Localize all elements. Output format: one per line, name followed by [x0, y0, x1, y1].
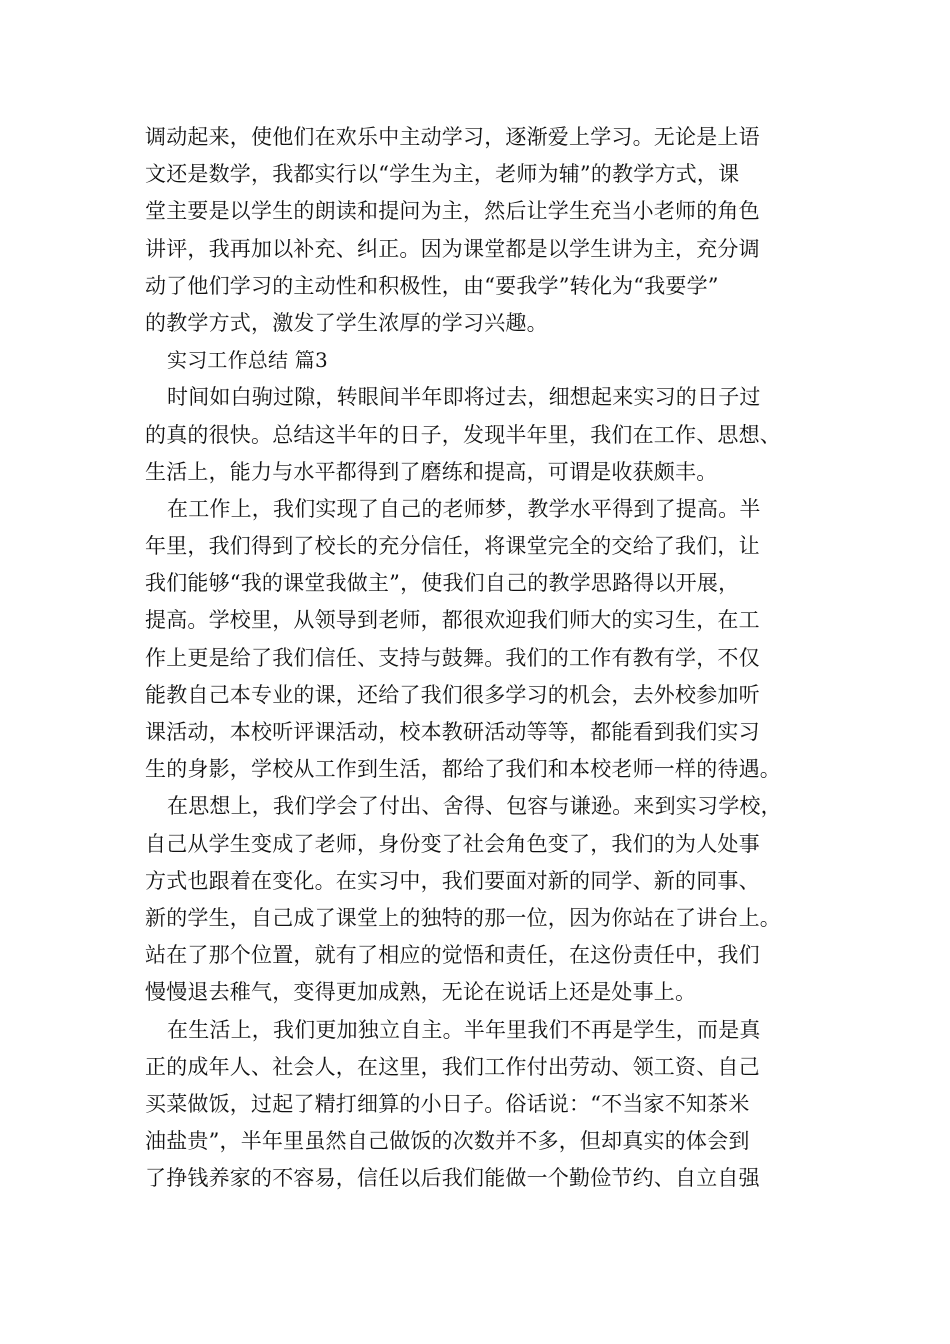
text-line: 年里，我们得到了校长的充分信任，将课堂完全的交给了我们，让 — [145, 534, 760, 559]
paragraph-life — [145, 1012, 807, 1198]
document-page — [145, 119, 807, 1197]
text-line: 讲评，我再加以补充、纠正。因为课堂都是以学生讲为主，充分调 — [145, 236, 760, 261]
text-line: 生活上，能力与水平都得到了磨练和提高，可谓是收获颇丰。 — [145, 459, 718, 484]
paragraph-thought — [145, 788, 807, 1011]
text-line: 慢慢退去稚气，变得更加成熟，无论在说话上还是处事上。 — [145, 980, 697, 1005]
section-heading: 实习工作总结 篇3 — [167, 348, 328, 373]
text-line: 文还是数学，我都实行以“学生为主，老师为辅”的教学方式，课 — [145, 162, 740, 187]
text-line: 在工作上，我们实现了自己的老师梦，教学水平得到了提高。半 — [167, 496, 761, 521]
text-line: 自己从学生变成了老师，身份变了社会角色变了，我们的为人处事 — [145, 831, 760, 856]
text-line: 在思想上，我们学会了付出、舍得、包容与谦逊。来到实习学校， — [167, 794, 782, 819]
text-line: 正的成年人、社会人，在这里，我们工作付出劳动、领工资、自己 — [145, 1054, 760, 1079]
text-line: 能教自己本专业的课，还给了我们很多学习的机会，去外校参加听 — [145, 682, 760, 707]
text-line: 时间如白驹过隙，转眼间半年即将过去，细想起来实习的日子过 — [167, 385, 761, 410]
text-line: 我们能够“我的课堂我做主”，使我们自己的教学思路得以开展， — [145, 571, 740, 596]
text-line: 调动起来，使他们在欢乐中主动学习，逐渐爱上学习。无论是上语 — [145, 125, 760, 149]
text-line: 堂主要是以学生的朗读和提问为主，然后让学生充当小老师的角色 — [145, 199, 760, 224]
text-line: 了挣钱养家的不容易，信任以后我们能做一个勤俭节约、自立自强 — [145, 1166, 760, 1191]
text-line: 作上更是给了我们信任、支持与鼓舞。我们的工作有教有学，不仅 — [145, 645, 760, 670]
text-line: 生的身影，学校从工作到生活，都给了我们和本校老师一样的待遇。 — [145, 757, 781, 782]
text-line: 的教学方式，激发了学生浓厚的学习兴趣。 — [145, 310, 548, 335]
text-line: 课活动，本校听评课活动，校本教研活动等等，都能看到我们实习 — [145, 720, 760, 744]
text-line: 买菜做饭，过起了精打细算的小日子。俗话说：“不当家不知茶米 — [145, 1091, 750, 1116]
text-line: 提高。学校里，从领导到老师，都很欢迎我们师大的实习生，在工 — [145, 608, 760, 633]
continuation-paragraph — [145, 119, 807, 342]
paragraph-time — [145, 379, 807, 491]
text-line: 动了他们学习的主动性和积极性，由“要我学”转化为“我要学” — [145, 273, 719, 298]
text-line: 站在了那个位置，就有了相应的觉悟和责任，在这份责任中，我们 — [145, 943, 760, 968]
text-line: 方式也跟着在变化。在实习中，我们要面对新的同学、新的同事、 — [145, 868, 760, 893]
text-line: 油盐贵”，半年里虽然自己做饭的次数并不多，但却真实的体会到 — [145, 1129, 750, 1154]
text-line: 新的学生，自己成了课堂上的独特的那一位，因为你站在了讲台上。 — [145, 905, 781, 930]
text-line: 的真的很快。总结这半年的日子，发现半年里，我们在工作、思想、 — [145, 422, 781, 447]
text-line: 在生活上，我们更加独立自主。半年里我们不再是学生，而是真 — [167, 1017, 761, 1042]
paragraph-work — [145, 491, 807, 789]
